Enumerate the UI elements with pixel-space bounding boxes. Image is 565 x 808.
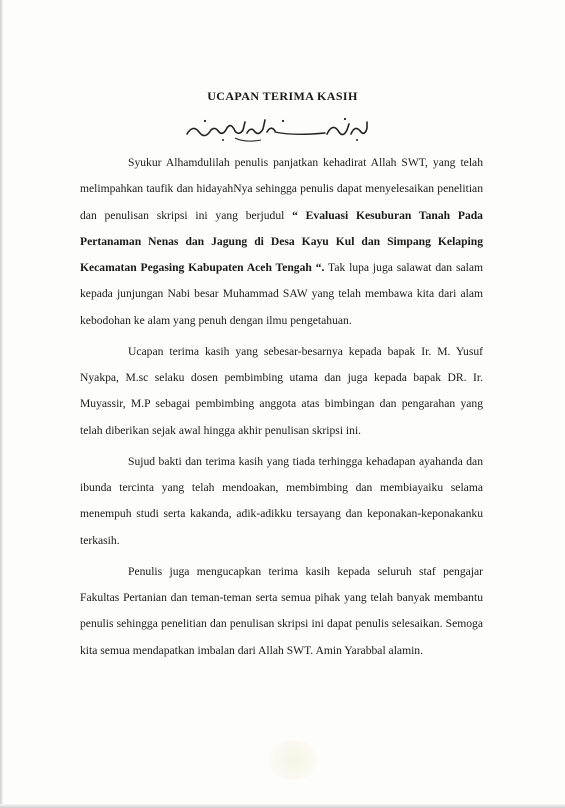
page-bottom-shadow: [0, 804, 565, 808]
page-title: UCAPAN TERIMA KASIH: [207, 89, 358, 103]
acknowledgement-body: [80, 150, 483, 669]
basmala-calligraphy: [175, 112, 375, 144]
paragraph-1-closing: Tak lupa juga salawat dan salam kepada junjungan Nabi besar Muhammad SAW yang telah membawa kita dari alam kebodohan ke alam yang penuh dengan ilmu pengetahuan.: [80, 261, 483, 327]
paragraph-4: Penulis juga mengucapkan terima kasih kepada seluruh staf pengajar Fakultas Pertanian dan teman-teman serta semua pihak yang telah banyak membantu penulis sehingga penelitian dan penulisan skripsi ini dapat penulis selesaikan. Semoga kita semua mendapatkan imbalan dari Allah SWT. Amin Yarabbal alamin.: [80, 564, 483, 657]
thesis-title: “ Evaluasi Kesuburan Tanah Pada Pertanaman Nenas dan Jagung di Desa Kayu Kul dan Simpang Kelaping Kecamatan Pegasing Kabupaten Aceh Tengah “.: [80, 208, 483, 275]
paragraph-1: [80, 150, 483, 334]
page-left-shadow: [0, 0, 3, 808]
faint-stamp-mark: [268, 740, 318, 780]
paragraph-2: Ucapan terima kasih yang sebesar-besarnya kepada bapak Ir. M. Yusuf Nyakpa, M.sc selaku dosen pembimbing utama dan juga kepada bapak DR. Ir. Muyassir, M.P sebagai pembimbing anggota atas bimbingan dan pengarahan yang telah diberikan sejak awal hingga akhir penulisan skripsi ini.: [80, 344, 483, 437]
paragraph-3: Sujud bakti dan terima kasih yang tiada terhingga kehadapan ayahanda dan ibunda tercinta yang telah mendoakan, membimbing dan membiayaiku selama menempuh studi serta kakanda, adik-adikku tersayang dan keponakan-keponakanku terkasih.: [80, 454, 483, 547]
paragraph-1-intro: Syukur Alhamdulilah penulis panjatkan kehadirat Allah SWT, yang telah melimpahkan taufik dan hidayahNya sehingga penulis dapat menyelesaikan penelitian dan penulisan skripsi ini yang berjudul: [80, 156, 483, 222]
